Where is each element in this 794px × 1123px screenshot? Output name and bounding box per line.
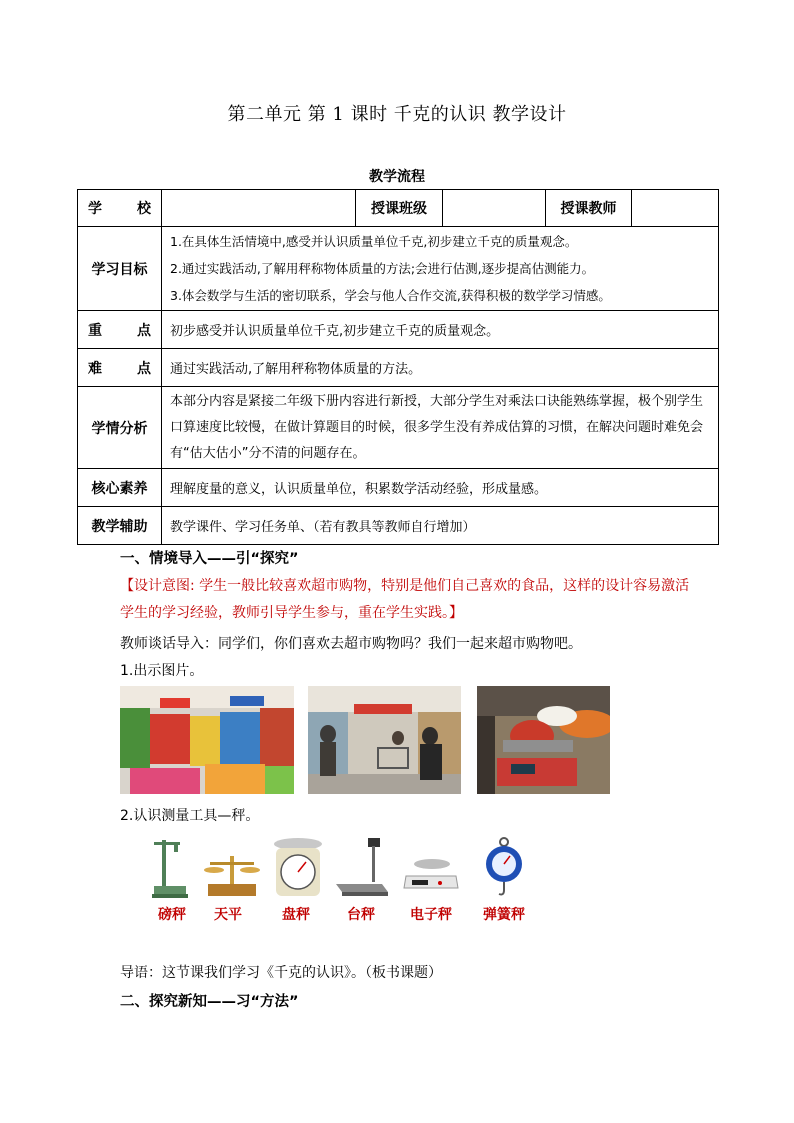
dial-scale-icon: [268, 836, 328, 900]
teaching-aids-value: 教学课件、学习任务单、（若有教具等教师自行增加）: [162, 507, 719, 545]
supermarket-aisle-photo: [120, 686, 294, 794]
table-row: [78, 387, 719, 469]
table-row: [78, 469, 719, 507]
scale-label: 天平: [214, 907, 242, 923]
class-label: 授课班级: [356, 190, 443, 227]
table-row: [78, 507, 719, 545]
difficulty-label: 难 点: [78, 349, 162, 387]
platform-digital-scale-icon: [332, 836, 392, 900]
table-row: [78, 227, 719, 311]
analysis-value: 本部分内容是紧接二年级下册内容进行新授，大部分学生对乘法口诀能熟练掌握，极个别学生口算速度比较慢，在做计算题目的时候，很多学生没有养成估算的习惯，在解决问题时难免会有“估大估小”分不清的问题存在。: [162, 387, 719, 469]
table-row: [78, 311, 719, 349]
design-intent: 【设计意图: 学生一般比较喜欢超市购物，特别是他们自己喜欢的食品，这样的设计容易激活学生的学习经验，教师引导学生参与，重在学生实践。】: [120, 578, 690, 621]
core-literacy-label: 核心素养: [78, 469, 162, 507]
teacher-label: 授课教师: [546, 190, 632, 227]
electronic-scale-icon: [400, 836, 460, 900]
scale-label: 磅秤: [158, 907, 186, 923]
key-point-label: 重 点: [78, 311, 162, 349]
teacher-value: [632, 190, 719, 227]
section-heading: 二、探究新知——习“方法”: [120, 994, 299, 1010]
section-heading: 一、情境导入——引“探究”: [120, 551, 299, 567]
difficulty-value: 通过实践活动,了解用秤称物体质量的方法。: [162, 349, 719, 387]
lesson-info-table: [77, 189, 719, 545]
core-literacy-value: 理解度量的意义，认识质量单位，积累数学活动经验，形成量感。: [162, 469, 719, 507]
teacher-intro: 教师谈话导入：同学们，你们喜欢去超市购物吗？我们一起来超市购物吧。: [120, 636, 582, 652]
platform-scale-icon: [144, 836, 204, 900]
table-row: [78, 349, 719, 387]
key-point-value: 初步感受并认识质量单位千克,初步建立千克的质量观念。: [162, 311, 719, 349]
scale-label: 弹簧秤: [483, 907, 525, 923]
analysis-label: 学情分析: [78, 387, 162, 469]
step-one: 1.出示图片。: [120, 663, 204, 679]
table-row: [78, 190, 719, 227]
scale-label: 电子秤: [410, 907, 452, 923]
balance-scale-icon: [202, 836, 262, 900]
school-label: 学 校: [78, 190, 162, 227]
lead-in-text: 导语：这节课我们学习《千克的认识》。（板书课题）: [120, 965, 442, 981]
table-caption: 教学流程: [369, 169, 425, 185]
goal-item: 1.在具体生活情境中,感受并认识质量单位千克,初步建立千克的质量观念。: [170, 234, 578, 249]
weighing-produce-photo: [477, 686, 610, 794]
goal-item: 2.通过实践活动,了解用秤称物体质量的方法;会进行估测,逐步提高估测能力。: [170, 261, 595, 276]
supermarket-shoppers-photo: [308, 686, 461, 794]
scale-label: 盘秤: [282, 907, 310, 923]
teaching-aids-label: 教学辅助: [78, 507, 162, 545]
class-value: [443, 190, 546, 227]
page-title: 第二单元 第 1 课时 千克的认识 教学设计: [227, 104, 567, 125]
scale-label: 台秤: [347, 907, 375, 923]
goals-label: 学习目标: [78, 227, 162, 311]
spring-scale-icon: [474, 836, 534, 900]
step-two: 2.认识测量工具—秤。: [120, 808, 260, 824]
goals-cell: [162, 227, 719, 311]
goal-item: 3.体会数学与生活的密切联系，学会与他人合作交流,获得积极的数学学习情感。: [170, 288, 611, 303]
school-value: [162, 190, 356, 227]
